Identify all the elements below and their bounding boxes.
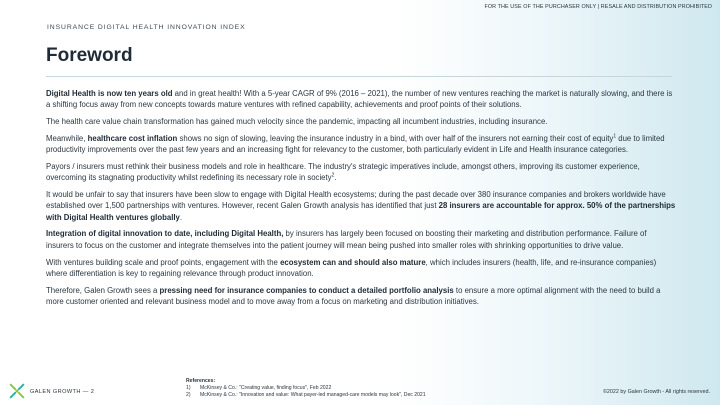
references-heading: References: xyxy=(186,378,216,384)
text: , which includes insurers (health, life, and re-insurance companies) where differentiation is key to regaining relevance through product innovation. xyxy=(46,257,657,278)
text: It would be unfair to say that insurers have been slow to engage with Digital Health ecosystems; during the past decade over 380 insurance companies and brokers worldwide have established over 1,500 partnerships with ventures. However, recent Galen Growth analysis has identified that just xyxy=(46,190,666,211)
footnote-marker: 2 xyxy=(331,172,335,179)
text: by insurers has largely been focused on boosting their marketing and distribution performance. Failure of insurers to focus on the customer and integrate themselves into the patient journey will mean being pushed into smaller roles with shrinking opportunities to drive value. xyxy=(46,229,647,250)
emphasis: ecosystem can and should also mature xyxy=(280,257,426,267)
emphasis: pressing need for insurance companies to conduct a detailed portfolio analysis xyxy=(159,285,454,295)
emphasis: Digital Health is now ten years old xyxy=(46,89,173,98)
reference-item xyxy=(186,385,426,392)
reference-number: 2) xyxy=(186,392,191,398)
text: The health care value chain transformation has gained much velocity since the pandemic, impacting all incumbent industries, including insurance. xyxy=(46,117,548,127)
paragraph-7 xyxy=(46,257,676,280)
report-kicker: INSURANCE DIGITAL HEALTH INNOVATION INDEX xyxy=(47,24,246,31)
paragraph-8 xyxy=(46,285,676,308)
reference-number: 1) xyxy=(186,385,191,391)
text: due to limited productivity improvements over the past few years and an increasing fight for relevancy to the customer, both particularly evident in Life and Health insurance categories. xyxy=(46,133,665,155)
galen-growth-logo-icon xyxy=(8,382,26,400)
distribution-notice: FOR THE USE OF THE PURCHASER ONLY | RESALE AND DISTRIBUTION PROHIBITED xyxy=(484,4,712,10)
text: . xyxy=(334,173,337,183)
paragraph-5 xyxy=(46,189,676,223)
text: Payors / insurers must rethink their business models and role in healthcare. The industry's strategic imperatives include, amongst others, improving its customer experience, overcoming its stagnating productivity whilst redefining its necessary role in society xyxy=(46,161,640,183)
footer-brand-page-number: GALEN GROWTH — 2 xyxy=(30,389,95,395)
text: . xyxy=(179,212,183,222)
reference-text: McKinsey & Co.: "Innovation and value: What payer-led managed-care models may look", Dec 2021 xyxy=(200,392,426,398)
paragraph-4 xyxy=(46,161,676,184)
reference-text: McKinsey & Co.: "Creating value, finding focus", Feb 2022 xyxy=(200,385,332,391)
copyright-notice: ©2022 by Galen Growth - All rights reserved. xyxy=(602,389,710,395)
text: With ventures building scale and proof points, engagement with the xyxy=(46,257,281,267)
paragraph-1 xyxy=(46,88,676,111)
emphasis: 28 insurers are accountable for approx. 50% of the partnerships with Digital Health ventures globally xyxy=(46,201,676,222)
paragraph-6 xyxy=(46,228,676,251)
text: Meanwhile, xyxy=(46,133,88,143)
emphasis: Integration of digital innovation to date, including Digital Health, xyxy=(46,229,284,239)
text: and in great health! With a 5-year CAGR of 9% (2016 – 2021), the number of new ventures reaching the market is naturally slowing, and there is a shifting focus away from new concepts towards mature ventures with refined capability, achievements and proof points of their solutions. xyxy=(46,89,673,110)
footnote-marker: 1 xyxy=(613,133,617,140)
title-divider xyxy=(46,76,672,77)
emphasis: healthcare cost inflation xyxy=(87,133,178,143)
foreword-body xyxy=(46,88,676,313)
reference-item xyxy=(186,392,426,399)
paragraph-3 xyxy=(46,133,676,156)
text: to ensure a more optimal alignment with the need to build a more customer oriented and relevant business model and to move away from a focus on marketing and distribution initiatives. xyxy=(46,285,661,306)
references xyxy=(186,378,426,399)
text: shows no sign of slowing, leaving the insurance industry in a bind, with over half of the insurers not earning their cost of equity xyxy=(177,133,614,143)
page-title: Foreword xyxy=(46,45,133,66)
paragraph-2 xyxy=(46,116,676,127)
text: Therefore, Galen Growth sees a xyxy=(46,285,160,295)
